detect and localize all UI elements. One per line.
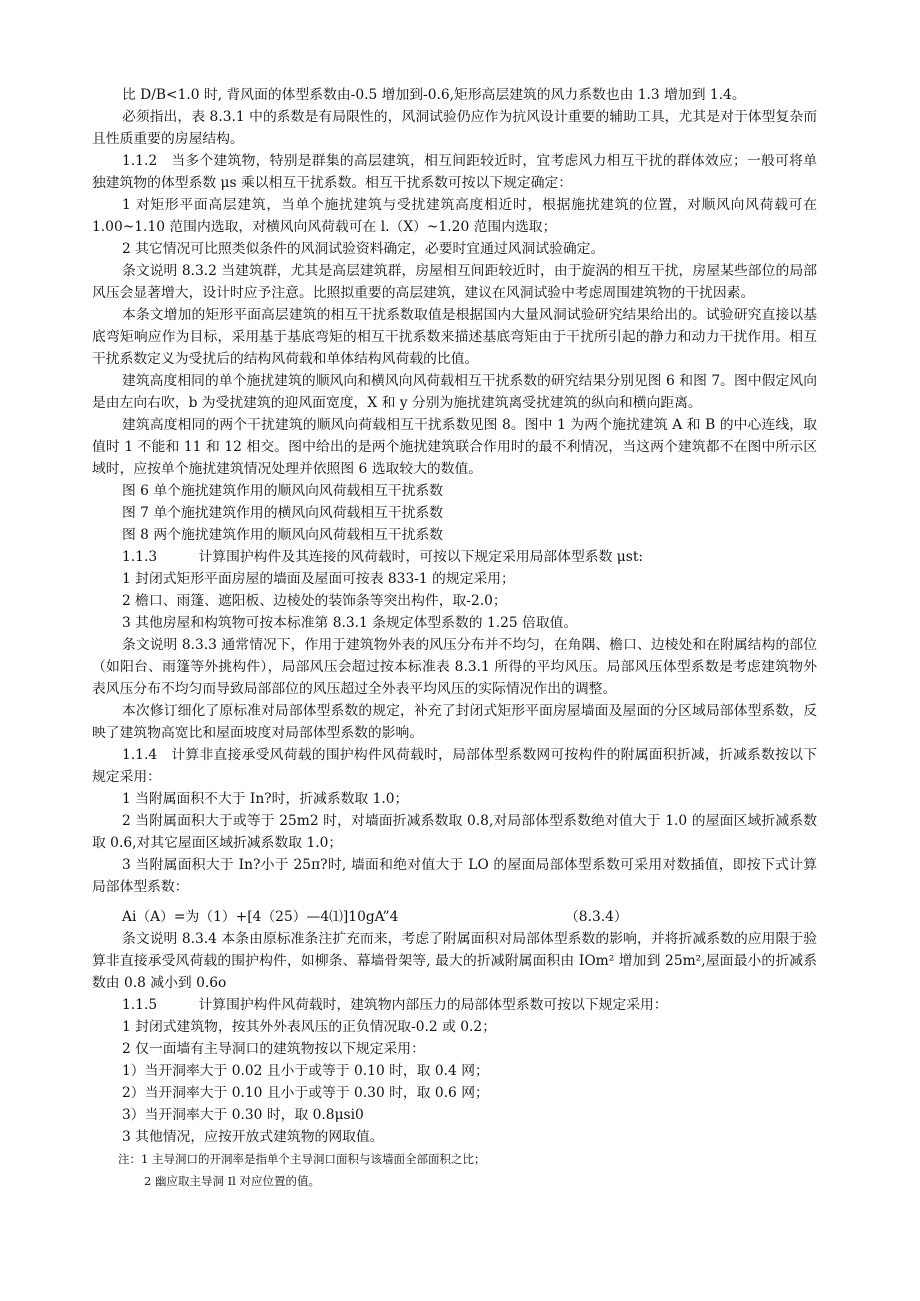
explanation-8-3-3: 条文说明 8.3.3 通常情况下，作用于建筑物外表的风压分布并不均匀，在角隅、檐口、边棱处和在附属结构的部位（如阳台、雨篷等外挑构件），局部风压会超过按本标准表 8.3.1 所得的平均风压。局部风压体型系数是考虑建筑物外表风压分布不均匀而导致局部部位的风压超过全外表平均风压的实际情况作出的调整。 — [92, 637, 817, 697]
clause-1-1-4-item-1: 1 当附属面积不大于 In?时，折减系数取 1.0； — [122, 791, 409, 807]
note-1: 注：1 主导洞口的开洞率是指单个主导洞口面积与该墙面全部面积之比； — [118, 1152, 486, 1166]
figure-8-caption: 图 8 两个施扰建筑作用的顺风向风荷载相互干扰系数 — [122, 527, 444, 543]
clause-1-1-5-item-2: 2 仅一面墙有主导洞口的建筑物按以下规定采用： — [122, 1041, 425, 1057]
clause-1-1-3-item-2: 2 檐口、雨篷、遮阳板、边棱处的装饰条等突出构件，取-2.0； — [122, 593, 507, 609]
explanation-revision: 本次修订细化了原标准对局部体型系数的规定，补充了封闭式矩形平面房屋墙面及屋面的分区域局部体型系数，反映了建筑物高宽比和屋面坡度对局部体型系数的影响。 — [92, 703, 817, 741]
clause-1-1-4-item-3: 3 当附属面积大于 In?小于 25π?时, 墙面和绝对值大于 LO 的屋面局部体型系数可采用对数插值，即按下式计算局部体型系数： — [92, 857, 817, 895]
figure-6-caption: 图 6 单个施扰建筑作用的顺风向风荷载相互干扰系数 — [122, 483, 444, 499]
formula-expression: Ai（A）=为（1）+[4（25）—4⑴]10gA”4 — [122, 909, 399, 925]
formula-number: （8.3.4） — [565, 909, 628, 925]
explanation-8-3-2: 条文说明 8.3.2 当建筑群，尤其是高层建筑群，房屋相互间距较近时，由于旋涡的相互干扰，房屋某些部位的局部风压会显著增大，设计时应予注意。比照拟重要的高层建筑，建议在风洞试验中考虑周围建筑物的干扰因素。 — [92, 263, 817, 301]
clause-1-1-2-item-1: 1 对矩形平面高层建筑，当单个施扰建筑与受扰建筑高度相近时，根据施扰建筑的位置，对顺风向风荷载可在 1.00~1.10 范围内选取，对横风向风荷载可在 l.（X）~1.20 范围内选取； — [92, 197, 817, 235]
clause-1-1-5-item-3: 3 其他情况，应按开放式建筑物的网取值。 — [122, 1129, 384, 1145]
clause-1-1-4: 1.1.4 计算非直接承受风荷载的围护构件风荷载时，局部体型系数网可按构件的附属面积折减，折减系数按以下规定采用： — [92, 747, 817, 785]
clause-1-1-3: 1.1.3 计算围护构件及其连接的风荷载时，可按以下规定采用局部体型系数 μst: — [122, 549, 644, 565]
figure-7-caption: 图 7 单个施扰建筑作用的横风向风荷载相互干扰系数 — [122, 505, 444, 521]
paragraph-table-limitation: 必须指出，表 8.3.1 中的系数是有局限性的，风洞试验仍应作为抗风设计重要的辅助工具，尤其是对于体型复杂而且性质重要的房屋结构。 — [92, 109, 817, 147]
clause-1-1-5-subitem-1: 1）当开洞率大于 0.02 且小于或等于 0.10 时，取 0.4 网； — [122, 1063, 489, 1079]
explanation-8-3-4: 条文说明 8.3.4 本条由原标准条注扩充而来，考虑了附属面积对局部体型系数的影响，并将折减系数的应用限于验算非直接承受风荷载的围护构件，如柳条、幕墙骨架等, 最大的折减附属面积由 IOm² 增加到 25m²,屋面最小的折减系数由 0.8 减小到 0.6o — [92, 931, 817, 991]
clause-1-1-3-item-1: 1 封闭式矩形平面房屋的墙面及屋面可按表 833-1 的规定采用； — [122, 571, 515, 587]
clause-1-1-5-subitem-3: 3）当开洞率大于 0.30 时，取 0.8μsi0 — [122, 1107, 364, 1123]
clause-1-1-5-item-1: 1 封闭式建筑物，按其外外表风压的正负情况取-0.2 或 0.2； — [122, 1019, 497, 1035]
clause-1-1-5-subitem-2: 2）当开洞率大于 0.10 且小于或等于 0.30 时，取 0.6 网； — [122, 1085, 489, 1101]
clause-1-1-2: 1.1.2 当多个建筑物，特别是群集的高层建筑，相互间距较近时，宜考虑风力相互干扰的群体效应；一般可将单独建筑物的体型系数 μs 乘以相互干扰系数。相互干扰系数可按以下规定确定： — [92, 153, 817, 191]
clause-1-1-4-item-2: 2 当附属面积大于或等于 25m2 时，对墙面折减系数取 0.8,对局部体型系数绝对值大于 1.0 的屋面区域折减系数取 0.6,对其它屋面区域折减系数取 1.0； — [92, 813, 817, 851]
clause-1-1-2-item-2: 2 其它情况可比照类似条件的风洞试验资料确定，必要时宜通过风洞试验确定。 — [122, 241, 605, 257]
explanation-fig-8: 建筑高度相同的两个干扰建筑的顺风向荷载相互干扰系数见图 8。图中 1 为两个施扰建筑 A 和 B 的中心连线，取值时 1 不能和 11 和 12 相交。图中给出的是两个施扰建筑联合作用时的最不利情况，当这两个建筑都不在图中所示区域时，应按单个施扰建筑情况处理并依照图 6 选取较大的数值。 — [92, 417, 817, 477]
explanation-interference-source: 本条文增加的矩形平面高层建筑的相互干扰系数取值是根据国内大量风洞试验研究结果给出的。试验研究直接以基底弯矩响应作为目标，采用基于基底弯矩的相互干扰系数来描述基底弯矩由于干扰所引起的静力和动力干扰作用。相互干扰系数定义为受扰后的结构风荷载和单体结构风荷载的比值。 — [92, 307, 817, 367]
paragraph-dB-ratio: 比 D/B<1.0 时, 背风面的体型系数由-0.5 增加到-0.6,矩形高层建筑的风力系数也由 1.3 增加到 1.4。 — [122, 87, 746, 103]
clause-1-1-5: 1.1.5 计算围护构件风荷载时，建筑物内部压力的局部体型系数可按以下规定采用： — [122, 997, 668, 1013]
document-body — [92, 84, 817, 1192]
note-2: 2 幽应取主导洞 Il 对应位置的值。 — [144, 1174, 321, 1188]
clause-1-1-3-item-3: 3 其他房屋和构筑物可按本标准第 8.3.1 条规定体型系数的 1.25 倍取值。 — [122, 615, 578, 631]
formula-8-3-4 — [92, 906, 817, 928]
explanation-fig-6-7: 建筑高度相同的单个施扰建筑的顺风向和横风向风荷载相互干扰系数的研究结果分别见图 6 和图 7。图中假定风向是由左向右吹，b 为受扰建筑的迎风面宽度，X 和 y 分别为施扰建筑离受扰建筑的纵向和横向距离。 — [92, 373, 817, 411]
